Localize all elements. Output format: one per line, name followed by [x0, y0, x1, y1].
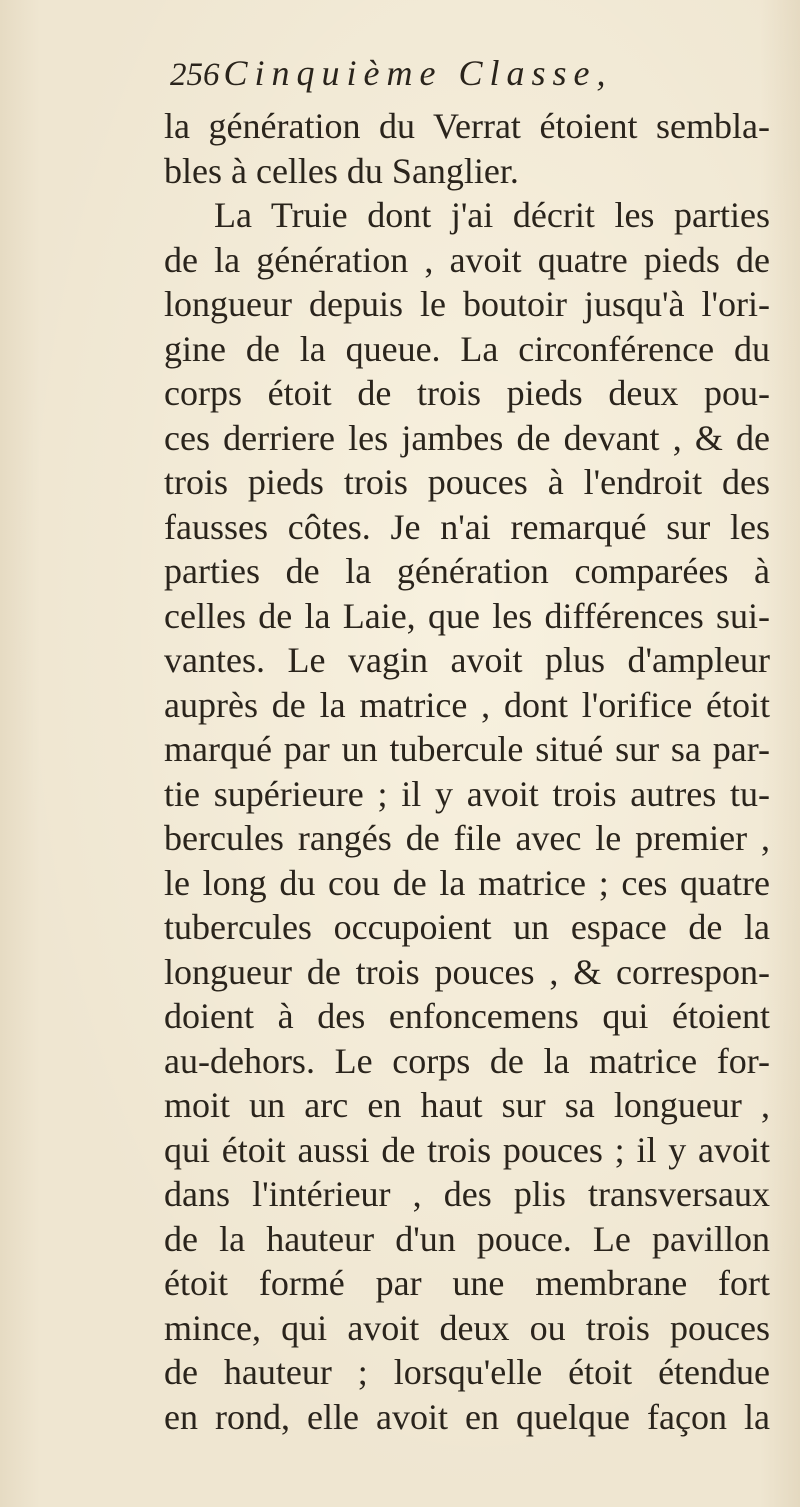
text-line: la génération du Verrat étoient sembla- [164, 106, 770, 146]
text-line: dans l'intérieur , des plis transversaux [164, 1174, 770, 1214]
running-title: Cinquième Classe, [223, 53, 613, 93]
text-line: tie supérieure ; il y avoit trois autres tu- [164, 773, 770, 814]
text-line: bles à celles du Sanglier. [164, 150, 519, 191]
text-line: tubercules occupoient un espace de la [164, 907, 770, 947]
text-line: doient à des enfoncemens qui étoient [164, 996, 770, 1036]
running-head [170, 52, 770, 96]
text-line: qui étoit aussi de trois pouces ; il y avoit [164, 1129, 770, 1170]
text-line: parties de la génération comparées à [164, 551, 770, 591]
page-number: 256 [170, 57, 220, 93]
text-line: marqué par un tubercule situé sur sa par- [164, 729, 770, 769]
text-line: mince, qui avoit deux ou trois pouces [164, 1307, 770, 1348]
body-text [164, 104, 770, 1439]
text-line: La Truie dont j'ai décrit les parties [214, 195, 770, 235]
text-line: gine de la queue. La circonférence du [164, 328, 770, 369]
text-line: ces derriere les jambes de devant , & de [164, 417, 770, 458]
text-line: de la génération , avoit quatre pieds de [164, 239, 770, 280]
text-line: trois pieds trois pouces à l'endroit des [164, 462, 770, 502]
text-line: bercules rangés de file avec le premier , [164, 818, 770, 858]
text-line: longueur de trois pouces , & correspon- [164, 951, 770, 992]
text-line: corps étoit de trois pieds deux pou- [164, 373, 770, 413]
text-line: fausses côtes. Je n'ai remarqué sur les [164, 506, 770, 547]
text-line: le long du cou de la matrice ; ces quatre [164, 862, 770, 903]
text-line: longueur depuis le boutoir jusqu'à l'ori- [164, 284, 770, 324]
text-line: étoit formé par une membrane fort [164, 1263, 770, 1303]
text-line: au-dehors. Le corps de la matrice for- [164, 1040, 770, 1081]
text-line: moit un arc en haut sur sa longueur , [164, 1085, 770, 1125]
text-line: celles de la Laie, que les différences sui- [164, 595, 770, 636]
text-line: de hauteur ; lorsqu'elle étoit étendue [164, 1352, 770, 1392]
text-line: auprès de la matrice , dont l'orifice étoit [164, 684, 770, 725]
text-line: en rond, elle avoit en quelque façon la [164, 1396, 770, 1437]
text-line: vantes. Le vagin avoit plus d'ampleur [164, 640, 770, 680]
text-line: de la hauteur d'un pouce. Le pavillon [164, 1218, 770, 1259]
